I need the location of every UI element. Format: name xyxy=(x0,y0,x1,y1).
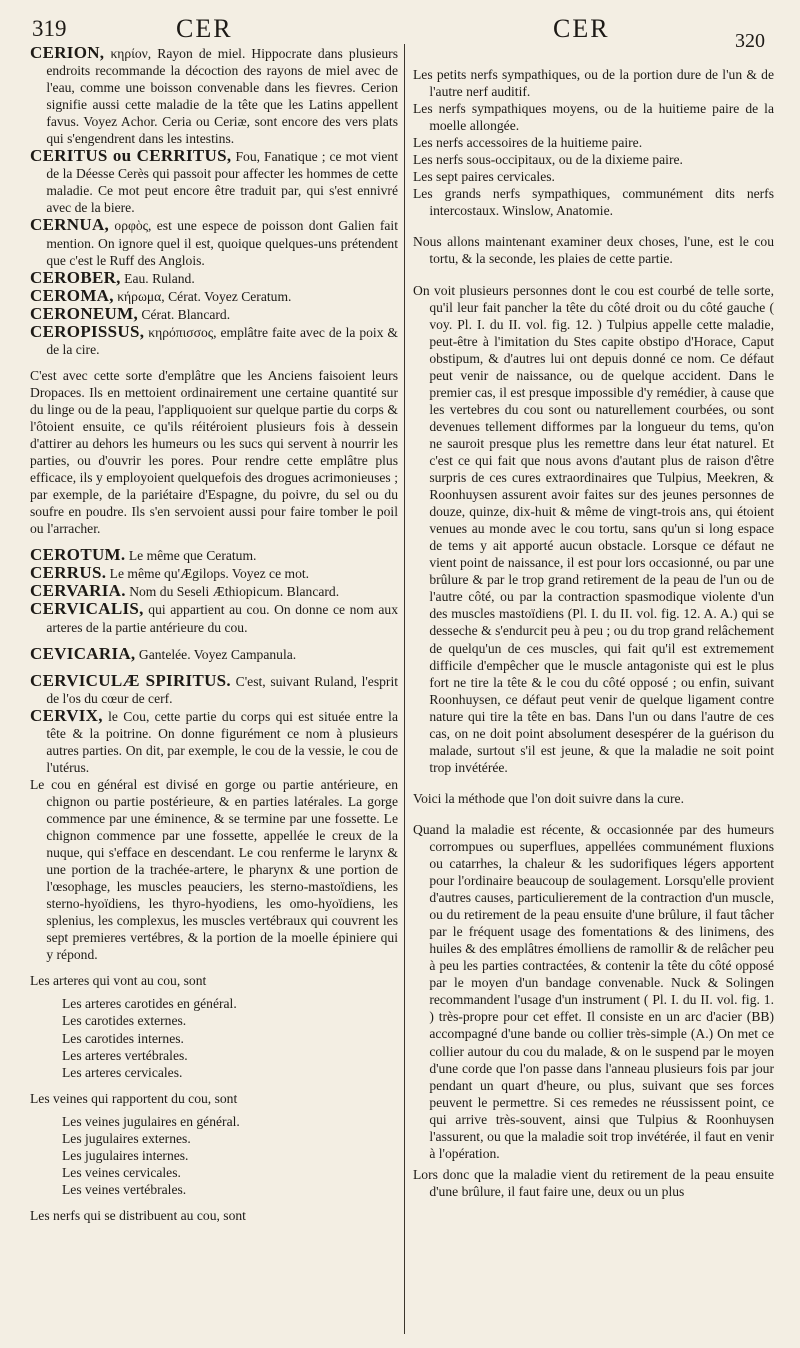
list-item: Les arteres cervicales. xyxy=(62,1064,183,1080)
entry-cervix: CERVIX, le Cou, cette partie du corps qui est située entre la tête & la poitrine. On donne figurément ce nom à plusieurs autres parties. On dit, par exemple, le cou de la vessie, le cou de l'utérus. xyxy=(30,705,398,775)
list-item: Les veines cervicales. xyxy=(62,1164,181,1180)
entry-ceroneum: CERONEUM, Cérat. Blancard. xyxy=(30,303,231,323)
paragraph-cure: Quand la maladie est récente, & occasionnée par des humeurs corrompues ou superflues, appellées communément fluxions ou catarrhes, la chaleur & les sudorifiques légers apportent pour l'ordinaire beaucoup de soulagement. Lorsqu'elle provient d'autres causes, particulierement de la contraction d'un muscle, ou du retirement de la peau ensuite d'une brûlure, il faut tâcher par le fréquent usage des fomentations & des linimens, des huiles & des emplâtres émolliens de ramollir & de relâcher peu à peu les parties contractées, & contenir la tête du côté opposé par le moyen d'un bandage convenable. Nuck & Solingen recommandent l'usage d'un instrument ( Pl. I. du II. vol. fig. 1. ) très-propre pour cet effet. Il consiste en un arc d'acier (BB) accompagné d'une bande ou collier très-simple (A.) On met ce collier autour du cou du malade, & on le suspend par le moyen d'une corde que l'on passe dans l'anneau plusieurs fois par jour pendant un quart d'heure, ou plus, suivant que ses forces peuvent le permettre. Si ces remedes ne réussissent point, ce qui arrive très-souvent, ainsi que Tulpius & Roonhuysen l'assurent, ou que la maladie soit trop invétérée, il faut en venir à l'opération. xyxy=(413,821,774,1161)
column-divider xyxy=(404,44,405,1334)
list-item: Les arteres vertébrales. xyxy=(62,1047,188,1063)
entry-ceritus: CERITUS ou CERRITUS, Fou, Fanatique ; ce mot vient de la Déesse Cerès qui passoit pour affecter les hommes de cette maladie. Ce mot peut encore être traduit par, qui s'est ennivré avec de la biere. xyxy=(30,146,398,216)
left-running-head: CER xyxy=(176,14,233,43)
list-item: Les arteres carotides en général. xyxy=(62,996,237,1012)
list-item: Les nerfs accessoires de la huitieme paire. xyxy=(413,135,643,151)
entry-cevicaria: CEVICARIA, Gantelée. Voyez Campanula. xyxy=(30,643,297,663)
list-item: Les nerfs sympathiques moyens, ou de la huitieme paire de la moelle allongée. xyxy=(413,101,774,134)
list-item: Les nerfs sous-occipitaux, ou de la dixieme paire. xyxy=(413,152,683,168)
paragraph-cou-tortu: On voit plusieurs personnes dont le cou est courbé de telle sorte, qu'il leur fait pancher la tête du côté droit ou du côté gauche ( voy. Pl. I. du II. vol. fig. 12. ) Tulpius appelle cette maladie, peut-être à l'imitation du Stes capite obstipo d'Horace, Caput obstipum, & d'autres lui ont depuis donné ce nom. Ce défaut peut venir de naissance, ou de quelque accident. Dans le premier cas, il est presque impossible d'y remédier, à cause que les vertebres du cou sont ou naturellement courbées, ou sont devenues tellement difformes par la longueur du tems, qu'on ne sauroit presque plus les remettre dans leur état naturel. Et c'est ce qui fait que nous avons d'autant plus de raison d'être surpris de ces cures extraordinaires que Tulpius, Meekren, & Roonhuysen assurent avoir faites sur des jeunes personnes de douze, quinze, dix-huit & même de vingt-trois ans, qui étoient venues au monde avec le cou tortu, sans qu'un si long espace de tems y ait apporté aucun obstacle. Lorsque ce défaut ne vient point de naissance, il est pour lors occasionné, ou par une brûlure & par le trop grand retirement de la peau de l'un ou de l'autre côté, ou par la contraction spasmodique violente d'un des muscles mastoïdiens (Pl. I. du II. vol. fig. 12. A. A.) qui se desseche & s'endurcit peu à peu ; ou du trop grand relâchement de quelqu'un de ces muscles, qui fait qu'il est extremement difficile d'empêcher que le muscle antagoniste qui est le plus fort ne tire la tête & le cou du côté opposé ; ou enfin, suivant Roonhuysen, ce défaut peut venir de quelque ligament contre nature qui tire la tête en bas. Dans l'un ou dans l'autre de ces cas, on ne doit point absolument desespérer de la guérison du malade, surtout s'il est jeune, & que la maladie ne soit point trop invétérée. xyxy=(413,282,774,775)
entry-cerrus: CERRUS. Le même qu'Ægilops. Voyez ce mot. xyxy=(30,563,310,583)
paragraph-brulure: Lors donc que la maladie vient du retirement de la peau ensuite d'une brûlure, il faut faire une, deux ou un plus xyxy=(413,1166,774,1199)
list-item: Les veines jugulaires en général. xyxy=(62,1113,240,1129)
list-item: Les petits nerfs sympathiques, ou de la portion dure de l'un & de l'autre nerf auditif. xyxy=(413,67,774,100)
list-item: Les jugulaires externes. xyxy=(62,1130,191,1146)
list-item: Les jugulaires internes. xyxy=(62,1147,189,1163)
right-running-head: CER xyxy=(553,14,610,43)
nerves-list xyxy=(413,66,774,219)
list-item: Les sept paires cervicales. xyxy=(413,169,555,185)
entry-cerotum: CEROTUM. Le même que Ceratum. xyxy=(30,545,257,565)
left-page-number: 319 xyxy=(32,16,67,41)
arteries-list xyxy=(30,995,398,1080)
entry-cerion: CERION, κηρίον, Rayon de miel. Hippocrate dans plusieurs endroits recommande la décoction des rayons de miel avec de l'eau, comme une boisson convenable dans les fievres. Cerion signifie aussi cette maladie de la tête que les Latins appellent favus. Voyez Achor. Ceria ou Ceriæ, sont encore des vers plats qui s'engendrent dans les intestins. xyxy=(30,43,398,147)
ceropissus-paragraph: C'est avec cette sorte d'emplâtre que les Anciens faisoient leurs Dropaces. Ils en mettoient ordinairement une certaine quantité sur du linge ou de la peau, l'appliquoient sur quelque partie du corps & l'ôtoient ensuite, ce qu'ils réitéroient plusieurs fois à dessein d'attirer au dehors les humeurs ou les sucs qui servent à nourrir les parties, ou d'ouvrir les pores. Pour rendre cette emplâtre plus efficace, ils y employoient quelquefois des drogues acrimonieuses ; par exemple, de la pariétaire d'Espagne, du poivre, du sel ou du soufre en poudre. Ils s'en servoient aussi pour faire tomber le poil ou l'arracher. xyxy=(30,367,398,537)
entry-cervaria: CERVARIA. Nom du Seseli Æthiopicum. Blancard. xyxy=(30,581,340,601)
list-item: Les veines vertébrales. xyxy=(62,1181,187,1197)
right-page-number: 320 xyxy=(735,30,765,52)
list-item: Les carotides internes. xyxy=(62,1030,184,1046)
list-item: Les carotides externes. xyxy=(62,1013,187,1029)
cervix-paragraph: Le cou en général est divisé en gorge ou partie antérieure, en chignon ou partie postérieure, & en parties latérales. La gorge commence par une éminence, & se termine par une fossette. Le chignon commence par une fossette, appellée le creux de la nuque, qui s'efface en descendant. Le cou renferme le larynx & une portion de la trachée-artere, le pharynx & une portion de l'œsophage, les muscles peauciers, les sterno-mastoïdiens, les sterno-hyoïdiens, les thyro-hyodiens, les omo-hyoïdiens, les splenius, les complexus, les muscles vertébraux qui couvrent les sept premieres vertébres, & la portion de la moelle épiniere qui y répond. xyxy=(30,776,398,963)
entry-ceroma: CEROMA, κήρωμα, Cérat. Voyez Ceratum. xyxy=(30,285,292,305)
veins-list xyxy=(30,1113,398,1198)
right-column xyxy=(413,66,774,1200)
entry-cervicule-spiritus: CERVICULÆ SPIRITUS. C'est, suivant Ruland, l'esprit de l'os du cœur de cerf. xyxy=(30,670,398,706)
entry-cervicalis: CERVICALIS, qui appartient au cou. On donne ce nom aux arteres de la partie antérieure du cou. xyxy=(30,599,398,635)
left-column xyxy=(30,44,398,1224)
list-item: Les grands nerfs sympathiques, communément dits nerfs intercostaux. Winslow, Anatomie. xyxy=(413,186,774,219)
entry-ceropissus: CEROPISSUS, κηρόπισσος, emplâtre faite avec de la poix & de la cire. xyxy=(30,321,399,357)
paragraph-intro: Nous allons maintenant examiner deux choses, l'une, est le cou tortu, & la seconde, les plaies de cette partie. xyxy=(413,234,774,267)
paragraph-methode: Voici la méthode que l'on doit suivre dans la cure. xyxy=(413,790,684,806)
entry-cernua: CERNUA, ορφὸς, est une espece de poisson dont Galien fait mention. On ignore quel il est, quoique quelques-uns prétendent que c'est le Ruff des Anglois. xyxy=(30,215,398,268)
nerves-intro: Les nerfs qui se distribuent au cou, sont xyxy=(30,1207,246,1223)
entry-cerober: CEROBER, Eau. Ruland. xyxy=(30,267,195,287)
arteries-intro: Les arteres qui vont au cou, sont xyxy=(30,973,207,989)
veins-intro: Les veines qui rapportent du cou, sont xyxy=(30,1090,238,1106)
